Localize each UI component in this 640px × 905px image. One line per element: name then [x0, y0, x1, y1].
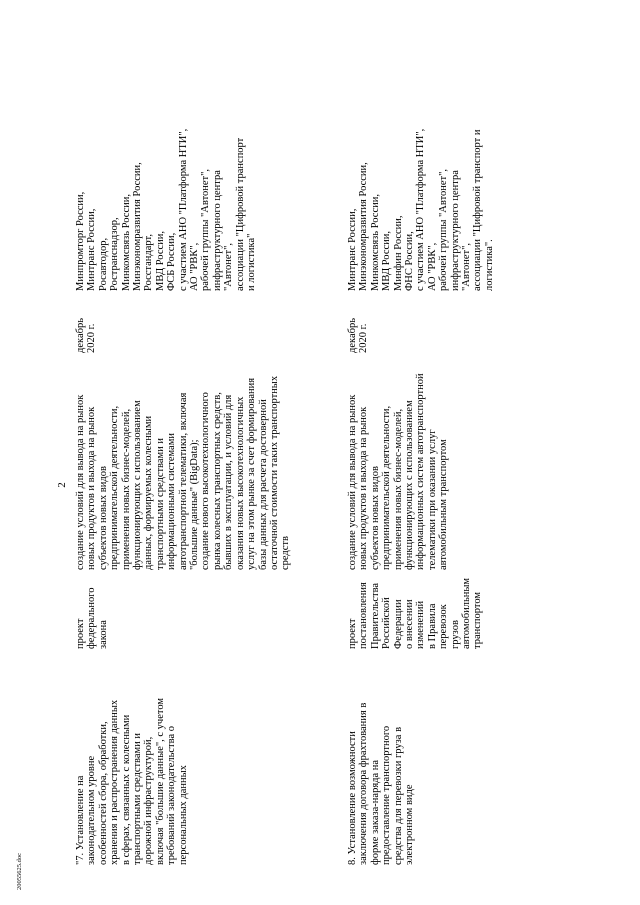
document-type-cell: проект постановления Правительства Российской Федерации о внесении изменений в Правила перевозок грузов автомобильным транспортом [347, 577, 484, 649]
result-cell: создание условий для вывода на рынок новых продуктов и выхода на рынок субъектов новых видов предпринимательской деятельности, применения новых бизнес-моделей, функционирующих с использованием информационных систем автотранспортной телематики при оказании услуг автомобильным транспортом [347, 373, 450, 570]
page-number: 2 [56, 482, 68, 488]
result-cell: создание условий для вывода на рынок новых продуктов и выхода на рынок субъектов новых видов предпринимательской деятельности, применения новых бизнес-моделей, функционирующих с использованием данных, формируемых колесными транспортными средствами и информационными системами автотранспортной телематики, включая "большие данные" (BigData); создание нового высокотехнологичного рынка колесных транспортных средств, бывших в эксплуатации, и условий для оказания новых высокотехнологичных услуг на этом рынке за счет формирования базы данных для расчета достоверной остаточной стоимости таких транспортных средств [75, 375, 292, 570]
item-cell: 8. Установление возможности заключения договора фрахтования в форме заказа-наряда на предоставление транспортного средства для перевозки груза в электронном виде [347, 702, 416, 865]
deadline-cell: декабрь 2020 г. [347, 318, 370, 353]
file-code: 20055625.doc [16, 852, 23, 890]
deadline-cell: декабрь 2020 г. [75, 318, 98, 353]
responsible-cell: Минтранс России, Минэкономразвития России, Минкомсвязь России, МВД России, Минфин России, ФНС России, с участием АНО "Платформа НТИ", АО "РВК", рабочей группы "Автонет", инфраструктурного центра "Автонет", ассоциации "Цифровой транспорт и логистика". [347, 128, 495, 291]
rotated-document-frame [56, 105, 535, 865]
item-cell: "7. Установление на законодательном уровне особенностей сбора, обработки, хранения и распространения данных в сферах, связанных с колесными транспортными средствами и дорожной инфраструктурой, включая "большие данные", с учетом требований законодательства о персональных данных [75, 697, 189, 865]
responsible-cell: Минпромторг России, Минтранс России, Росавтодор, Ространснадзор, Минкомсвязь России, Минэкономразвития России, Росстандарт, МВД России, ФСБ России, с участием АНО "Платформа НТИ", АО "РВК", рабочей группы "Автонет", инфраструктурного центра "Автонет", ассоциации "Цифровой транспорт и логистика" [75, 128, 258, 291]
document-type-cell: проект федерального закона [75, 587, 109, 649]
